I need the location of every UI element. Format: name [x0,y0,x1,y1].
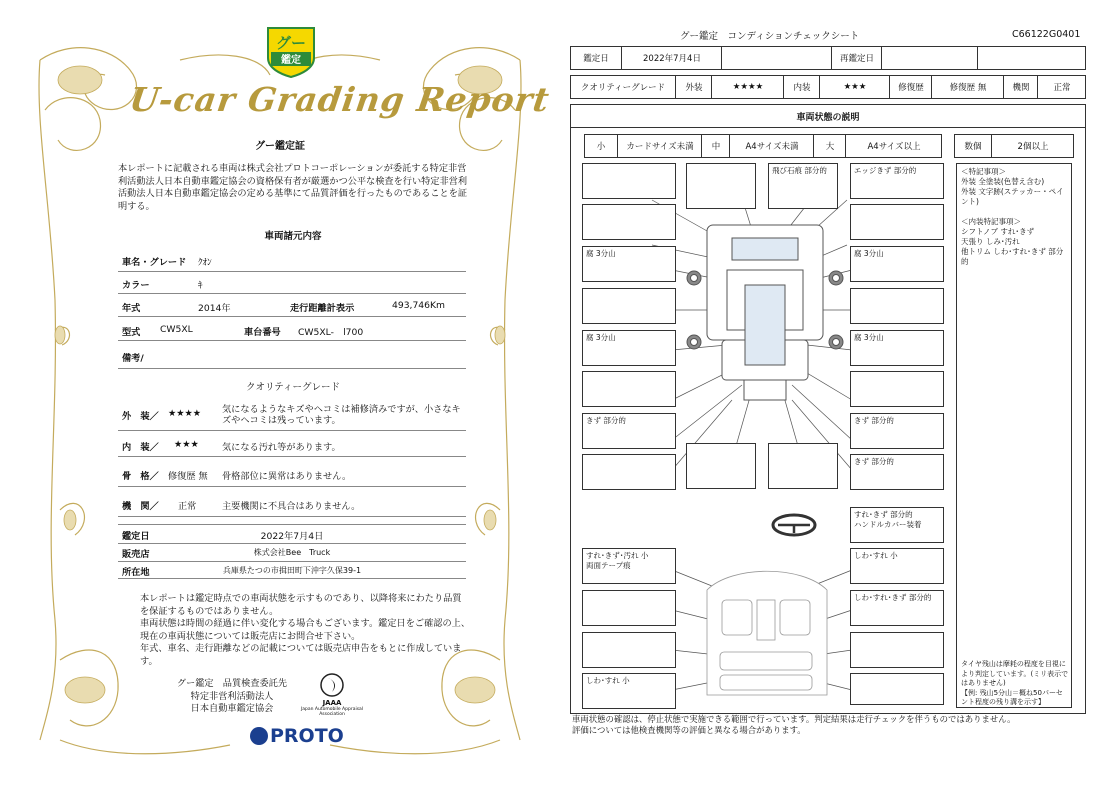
info-row-date [118,524,466,544]
ext-box-l7 [582,413,676,449]
ext-box-r7 [850,413,944,449]
jaaa-emblem-icon [320,673,344,697]
spec-remarks-label: 備考/ [122,353,144,364]
spec-name-label: 車名・グレード [122,257,187,268]
spec-model-value: CW5XL [160,324,193,335]
info-addr-value: 兵庫県たつの市揖田町下沖字久保39-1 [222,566,362,575]
spec-model-label: 型式 [122,327,141,338]
int-box-l4 [582,673,676,709]
quality-row-engine [118,492,466,517]
status-title: 車両状態の説明 [571,105,1085,128]
legend-mid-desc: A4サイズ未満 [729,135,814,157]
int-value: ★★★ [819,76,890,98]
ext-note-left-2: 腐 3分山 [586,333,616,342]
condition-sheet [560,0,1120,786]
int-label: 内装 [783,76,820,98]
spec-year-value: 2014年 [198,303,231,314]
jaaa-text: JAAA [322,699,342,707]
proto-mark-icon [250,727,268,745]
count-legend [954,134,1074,158]
proto-logo-text: PROTO [270,725,344,747]
int-box-l1 [582,548,676,584]
int-box-l2 [582,590,676,626]
info-shop-label: 販売店 [122,549,150,560]
int-note-left-3: しわ･すれ 小 [586,676,630,685]
int-note-right-1: しわ･すれ 小 [854,551,898,560]
spec-row-model [118,320,466,341]
quality-int-label: 内 装／ [122,442,159,453]
tire-note-text: タイヤ残山は摩耗の程度を目視により判定しています。(ミリ表示ではありません) 【例: 残山5分山＝概ね50パーセント程度の残り溝を示す】 [961,660,1069,706]
quality-ext-value: ★★★★ [168,408,201,419]
int-note-left-1: すれ･きず･汚れ 小 両面テープ痕 [586,551,649,570]
ext-box-b2 [768,443,838,489]
date-value: 2022年7月4日 [621,47,722,69]
spec-year-label: 年式 [122,303,141,314]
ext-box-t1 [686,163,756,209]
ext-box-l3 [582,246,676,282]
quality-row-frame [118,462,466,487]
ext-note-right-1: 腐 3分山 [854,249,884,258]
grade-row [570,75,1086,99]
jaaa-sub: Japan Automobile Appraisal Association [300,707,364,717]
ext-box-l4 [582,288,676,324]
int-box-l3 [582,632,676,668]
steering-wheel-icon [773,515,815,535]
size-legend [584,134,942,158]
quality-frame-value: 修復歴 無 [168,471,208,482]
engine-value: 正常 [1037,76,1086,98]
ext-value: ★★★★ [711,76,784,98]
sheet-footer: 車両状態の確認は、停止状態で実施できる範囲で行っています。判定結果は走行チェックを伴うものではありません。 評価については他検査機関等の評価と異なる場合があります。 [572,714,1016,735]
legend-mid: 中 [701,135,730,157]
ext-box-r1 [850,163,944,199]
redate-value [881,47,978,69]
spec-name-value: ｸｵﾝ [198,257,212,268]
ext-note-left-1: 腐 3分山 [586,249,616,258]
ext-box-b1 [686,443,756,489]
int-box-r3 [850,632,944,668]
date-blank [721,47,832,69]
legend-large-desc: A4サイズ以上 [845,135,942,157]
ext-note-right-2: 腐 3分山 [854,333,884,342]
sheet-number: C66122G0401 [1012,29,1081,40]
ext-box-r6 [850,371,944,407]
quality-row-exterior [118,402,466,431]
goo-kantei-badge-icon [262,24,320,78]
spec-row-color [118,273,466,294]
spec-row-remarks [118,346,466,369]
intro-text: 本レポートに記載される車両は株式会社プロトコーポレーションが委託する特定非営利活動法人日本自動車鑑定協会の資格保有者が厳選かつ公平な検査を行い特定非営利活動法人日本自動車鑑定協会の定める基準にて品質評価を行ったものであることを証明する。 [118,163,468,212]
ext-label: 外装 [675,76,712,98]
int-note-wheel: すれ･きず 部分的 ハンドルカバー装着 [854,510,922,529]
legend-small-desc: カードサイズ未満 [617,135,702,157]
int-box-r2 [850,590,944,626]
spec-title: 車両諸元内容 [264,231,322,242]
repair-label: 修復歴 [889,76,932,98]
date-row [570,46,1086,70]
spec-chassis-label: 車台番号 [244,327,281,338]
engine-label: 機関 [1003,76,1038,98]
quality-int-value: ★★★ [174,439,199,450]
sheet-title: グー鑑定 コンディションチェックシート [680,31,860,42]
date-label: 鑑定日 [583,54,609,64]
spec-mileage-value: 493,746Km [392,300,445,311]
info-row-address [118,562,466,579]
ext-box-r3 [850,246,944,282]
proto-logo [250,725,344,747]
ext-box-l6 [582,371,676,407]
jaaa-logo [292,673,372,717]
ext-box-r2 [850,204,944,240]
int-box-r4 [850,673,944,705]
ext-box-r4 [850,288,944,324]
info-row-shop [118,543,466,562]
int-box-wheel [850,507,944,543]
ext-box-r8 [850,454,944,490]
badge-top-text: グー [275,34,307,52]
spec-row-year [118,296,466,317]
quality-frame-desc: 骨格部位に異常はありません。 [222,471,352,482]
ext-box-t2 [768,163,838,209]
special-notes-text: ＜特記事項＞ 外装 全塗装(色替え含む) 外装 文字跡(ステッカー・ペイント) ＜内装特記事項＞ シフトノブ すれ･きず 天張り しみ･汚れ 他トリム しわ･すれ･きず 部分的 [961,167,1064,266]
quality-title: クオリティーグレード [245,382,341,393]
special-notes-box [956,163,1072,708]
ext-box-l2 [582,204,676,240]
quality-row-interior [118,434,466,457]
quality-ext-desc: 気になるようなキズやヘコミは補修済みですが、小さなキズやヘコミは残っています。 [222,404,461,426]
info-date-label: 鑑定日 [122,531,150,542]
spec-color-label: カラー [122,280,150,291]
info-date-value: 2022年7月4日 [260,531,324,542]
quality-ext-label: 外 装／ [122,411,159,422]
ext-note-right-3: きず 部分的 [854,416,894,425]
ext-note-top-right: エッジきず 部分的 [854,166,917,175]
legend-count: 数個 [964,142,982,152]
int-note-right-2: しわ･すれ･きず 部分的 [854,593,932,602]
info-addr-label: 所在地 [122,567,150,578]
ext-note-right-4: きず 部分的 [854,457,894,466]
spec-mileage-label: 走行距離計表示 [290,303,355,314]
info-shop-value: 株式会社Bee Truck [253,548,331,557]
quality-engine-value: 正常 [178,501,197,512]
issuer-text: グー鑑定 品質検査委託先 特定非営利活動法人 日本自動車鑑定協会 [176,678,288,714]
repair-value: 修復歴 無 [931,76,1004,98]
certificate-title: グー鑑定証 [255,141,305,152]
badge-bottom-text: 鑑定 [281,55,301,66]
legend-small: 小 [596,142,606,152]
spec-row-name [118,250,466,272]
ext-box-l1 [582,163,676,199]
grade-label: クオリティーグレード [580,83,666,93]
quality-engine-label: 機 関／ [122,501,159,512]
quality-int-desc: 気になる汚れ等があります。 [222,442,341,453]
ext-box-l5 [582,330,676,366]
ext-box-l8 [582,454,676,490]
quality-engine-desc: 主要機関に不具合はありません。 [222,501,361,512]
legend-large: 大 [813,135,846,157]
ext-note-top-center: 飛び石痕 部分的 [772,166,827,175]
redate-blank [977,47,1086,69]
legend-count-desc: 2個以上 [991,135,1074,157]
spec-color-value: ｷ [198,280,203,291]
quality-frame-label: 骨 格／ [122,471,159,482]
script-title: U-car Grading Report [127,80,553,119]
disclaimer-text: 本レポートは鑑定時点での車両状態を示すものであり、以降将来にわたり品質を保証するものではありません。 車両状態は時間の経過に伴い変化する場合もございます。鑑定日をご確認の上、現在の車両状態については販売店にお問合せ下さい。 年式、車名、走行距離などの記載については販売店申告をもとに作成しています。 [140,593,471,667]
redate-label: 再鑑定日 [831,47,882,69]
int-box-r1 [850,548,944,584]
spec-chassis-value: CW5XL- l700 [298,327,364,338]
ext-box-r5 [850,330,944,366]
ext-note-left-3: きず 部分的 [586,416,626,425]
